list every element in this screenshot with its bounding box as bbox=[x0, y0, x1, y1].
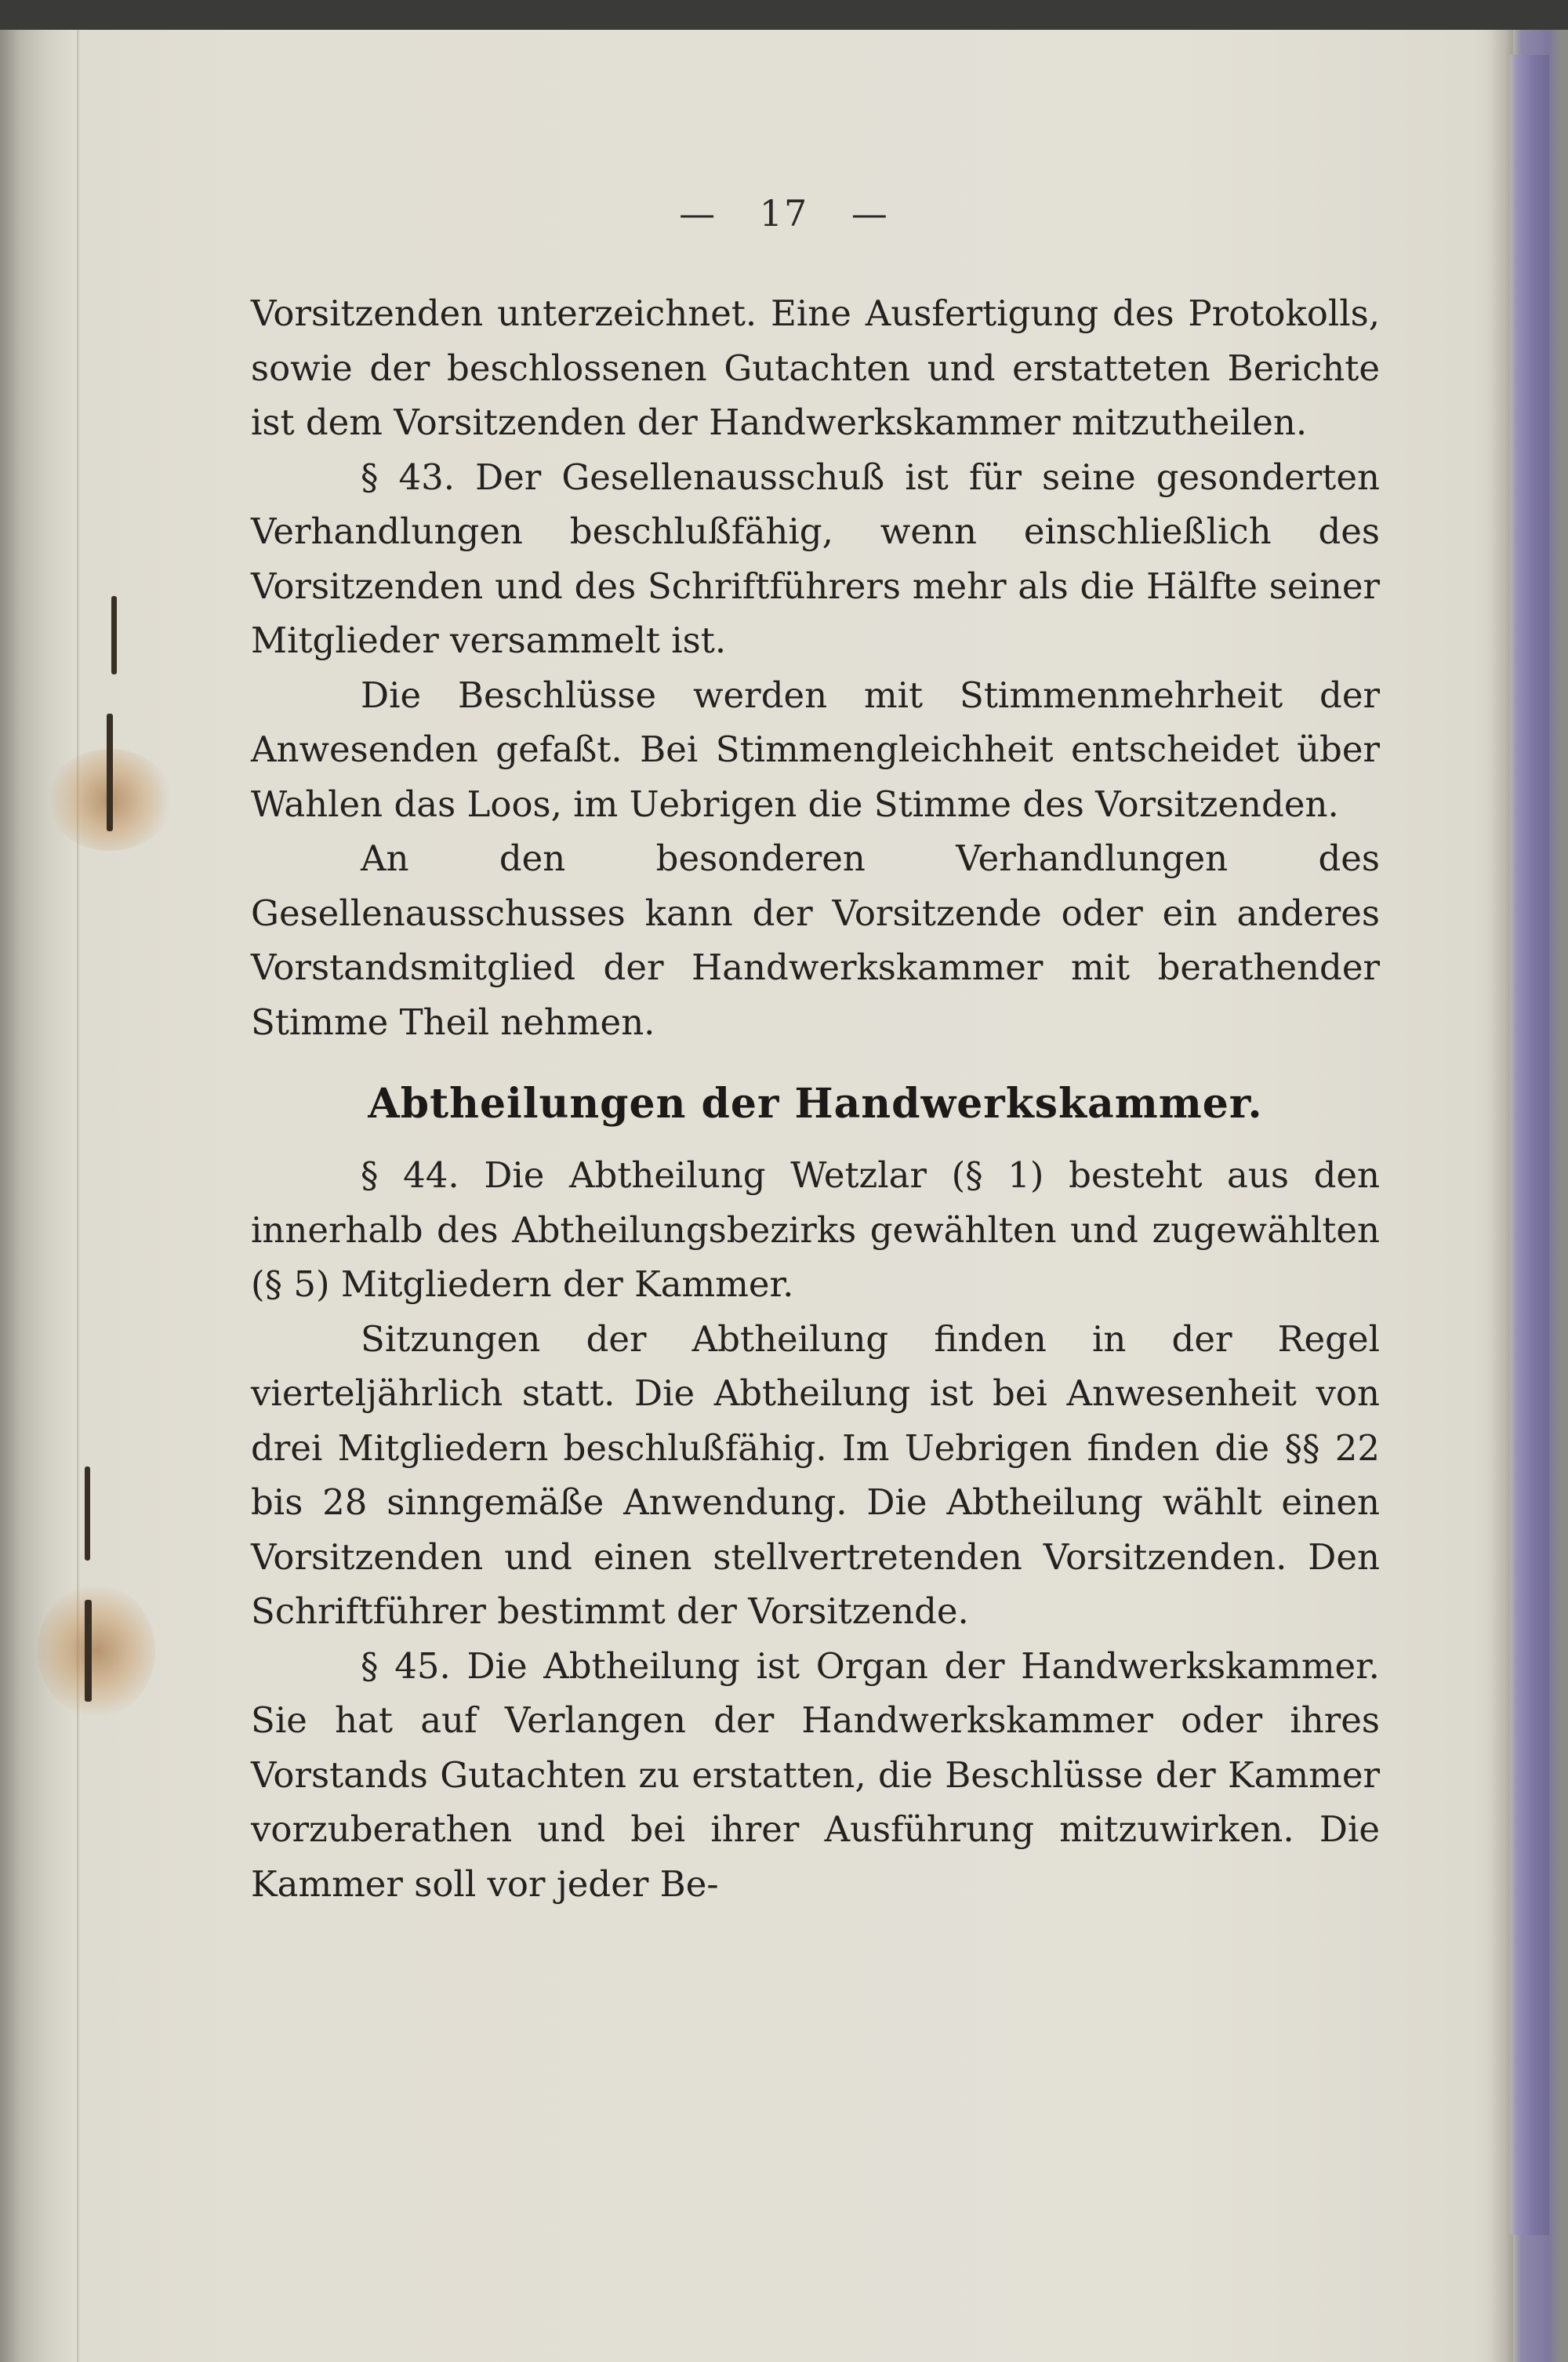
scan-top-border bbox=[0, 0, 1568, 30]
paragraph-sitzungen: Sitzungen der Abtheilung finden in der Regel vierteljährlich statt. Die Abtheilung ist bei Anwesenheit von drei Mitgliedern beschlußfähig. Im Uebrigen finden die §§ 22 bis 28 sinngemäße Anwendung. Die Abtheilung wählt einen Vorsitzenden und einen stellvertretenden Vorsitzenden. Den Schriftführer bestimmt der Vorsitzende. bbox=[251, 1317, 1380, 1632]
page-number-dash-right: — bbox=[851, 192, 889, 234]
cover-edge bbox=[1510, 55, 1549, 2235]
paragraph-section-43: § 43. Der Gesellenausschuß ist für seine gesonderten Verhandlungen beschlußfähig, wenn einschließlich des Vorsitzenden und des Schriftführers mehr als die Hälfte seiner Mitglieder versammelt ist. bbox=[251, 456, 1380, 661]
page-number-value: 17 bbox=[759, 192, 809, 234]
paragraph-continuation: Vorsitzenden unterzeichnet. Eine Ausfertigung des Protokolls, sowie der beschlossenen Gutachten und erstatteten Berichte ist dem Vorsitzenden der Handwerkskammer mitzutheilen. bbox=[251, 293, 1380, 443]
staple-mark-1 bbox=[107, 714, 113, 831]
page-number bbox=[0, 192, 1568, 234]
book-spine-shadow bbox=[0, 30, 85, 2362]
staple-mark-2 bbox=[85, 1466, 90, 1561]
page-number-dash-left: — bbox=[679, 192, 717, 234]
body-text bbox=[251, 286, 1380, 1911]
gutter-fold bbox=[77, 30, 80, 2362]
paragraph-section-45: § 45. Die Abtheilung ist Organ der Handwerkskammer. Sie hat auf Verlangen der Handwerkskammer oder ihres Vorstands Gutachten zu erstatten, die Beschlüsse der Kammer vorzuberathen und bei ihrer Ausführung mitzuwirken. Die Kammer soll vor jeder Be- bbox=[251, 1644, 1380, 1905]
paragraph-section-44: § 44. Die Abtheilung Wetzlar (§ 1) besteht aus den innerhalb des Abtheilungsbezirks gewählten und zugewählten (§ 5) Mitgliedern der Kammer. bbox=[251, 1154, 1380, 1305]
staple-mark-top bbox=[111, 596, 117, 674]
staple-mark-3 bbox=[85, 1600, 92, 1702]
paragraph-beschluesse: Die Beschlüsse werden mit Stimmenmehrheit der Anwesenden gefaßt. Bei Stimmengleichheit entscheidet über Wahlen das Loos, im Uebrigen die Stimme des Vorsitzenden. bbox=[251, 674, 1380, 825]
section-heading: Abtheilungen der Handwerkskammer. bbox=[368, 1080, 1263, 1128]
paragraph-verhandlungen: An den besonderen Verhandlungen des Gesellenausschusses kann der Vorsitzende oder ein anderes Vorstandsmitglied der Handwerkskammer mit berathender Stimme Theil nehmen. bbox=[251, 838, 1380, 1043]
rust-stain-2 bbox=[38, 1584, 155, 1717]
